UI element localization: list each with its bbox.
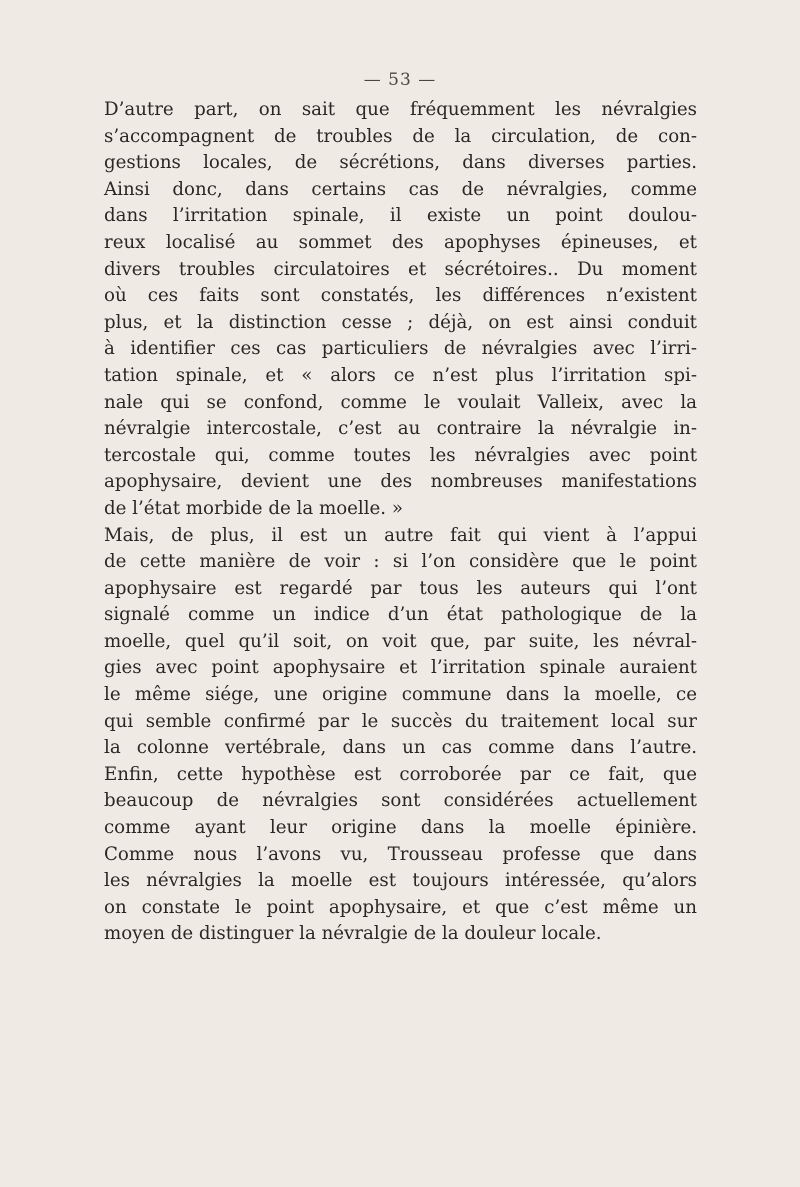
text-line: la colonne vertébrale, dans un cas comme dans l’autre. <box>104 737 697 759</box>
text-line: plus, et la distinction cesse ; déjà, on est ainsi conduit <box>104 311 697 333</box>
text-line: de cette manière de voir : si l’on considère que le point <box>104 551 697 573</box>
text-line: gestions locales, de sécrétions, dans diverses parties. <box>104 152 697 174</box>
text-line: tercostale qui, comme toutes les névralgies avec point <box>104 444 697 466</box>
text-line: signalé comme un indice d’un état pathologique de la <box>104 604 697 626</box>
text-line: beaucoup de névralgies sont considérées actuellement <box>104 790 697 812</box>
text-line: moelle, quel qu’il soit, on voit que, par suite, les névral- <box>104 630 697 652</box>
text-line: reux localisé au sommet des apophyses épineuses, et <box>104 231 697 253</box>
text-line: névralgie intercostale, c’est au contraire la névralgie in- <box>104 418 697 440</box>
text-line: Enfin, cette hypothèse est corroborée par ce fait, que <box>104 763 697 785</box>
text-line: comme ayant leur origine dans la moelle épinière. <box>104 817 697 839</box>
text-line: tation spinale, et « alors ce n’est plus l’irritation spi- <box>104 364 697 386</box>
body-text <box>104 97 697 948</box>
text-line: de l’état morbide de la moelle. » <box>104 497 404 519</box>
text-line: Ainsi donc, dans certains cas de névralgies, comme <box>104 178 697 200</box>
text-line: gies avec point apophysaire et l’irritation spinale auraient <box>104 657 697 679</box>
text-line: Comme nous l’avons vu, Trousseau professe que dans <box>104 843 697 865</box>
text-line: nale qui se confond, comme le voulait Valleix, avec la <box>104 391 697 413</box>
text-line: D’autre part, on sait que fréquemment les névralgies <box>104 99 697 120</box>
text-line: où ces faits sont constatés, les différences n’existent <box>104 285 697 307</box>
text-line: apophysaire, devient une des nombreuses manifestations <box>104 471 697 493</box>
text-line: s’accompagnent de troubles de la circulation, de con- <box>104 125 697 147</box>
text-line: les névralgies la moelle est toujours intéressée, qu’alors <box>104 870 697 892</box>
text-line: divers troubles circulatoires et sécrétoires.. Du moment <box>104 258 697 280</box>
text-line: dans l’irritation spinale, il existe un point doulou- <box>104 205 697 227</box>
text-line: moyen de distinguer la névralgie de la douleur locale. <box>104 923 602 945</box>
text-line: le même siége, une origine commune dans la moelle, ce <box>104 684 697 706</box>
text-line: on constate le point apophysaire, et que c’est même un <box>104 896 697 918</box>
page-number: — 53 — <box>363 70 437 90</box>
text-line: qui semble confirmé par le succès du traitement local sur <box>104 710 697 732</box>
text-line: Mais, de plus, il est un autre fait qui vient à l’appui <box>104 524 697 546</box>
text-line: apophysaire est regardé par tous les auteurs qui l’ont <box>104 577 697 599</box>
text-line: à identifier ces cas particuliers de névralgies avec l’irri- <box>104 338 697 360</box>
